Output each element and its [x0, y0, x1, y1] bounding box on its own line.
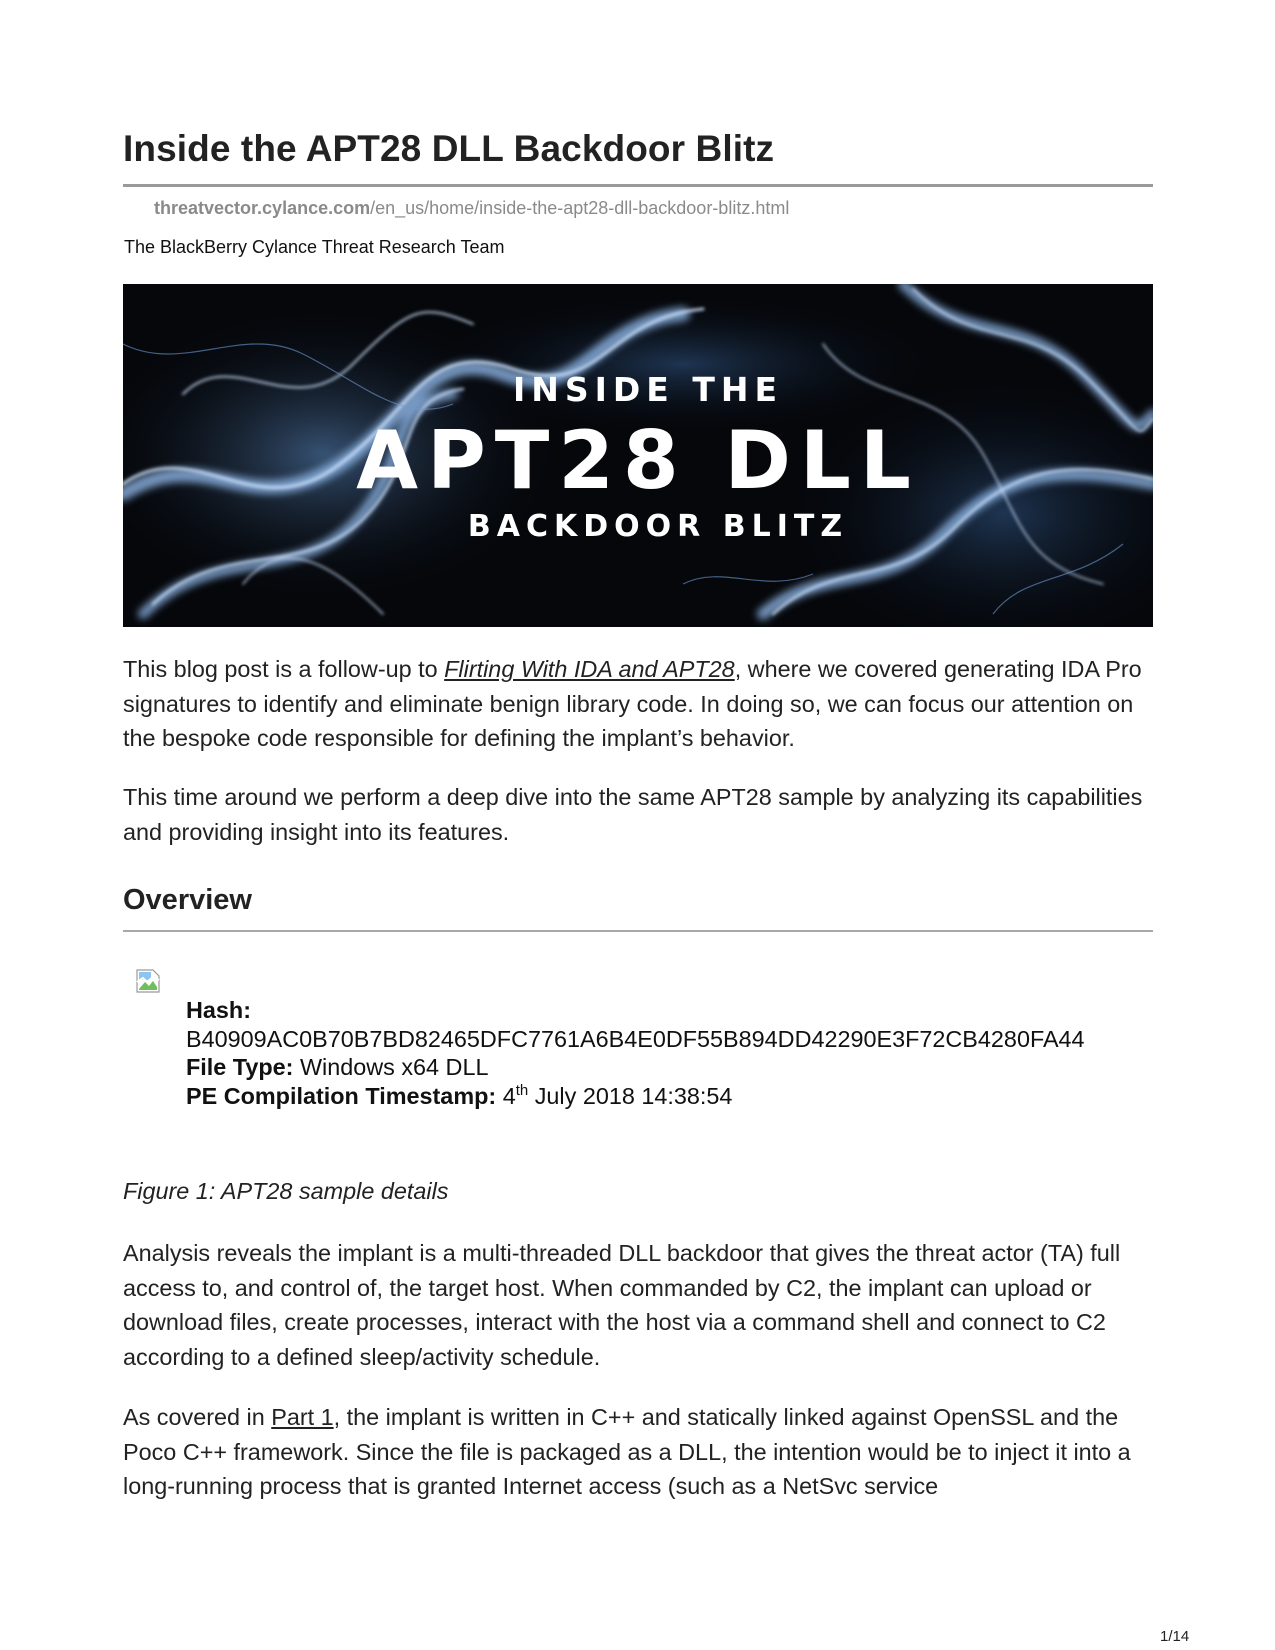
banner-text — [123, 284, 1153, 627]
timestamp-rest: July 2018 14:38:54 — [528, 1082, 733, 1109]
timestamp-day: 4 — [496, 1082, 516, 1109]
intro-paragraph-2: This time around we perform a deep dive into the same APT28 sample by analyzing its capabilities and providing insight into its features. — [123, 784, 1143, 845]
broken-image-icon — [135, 968, 161, 994]
filetype-row — [186, 1053, 1085, 1082]
timestamp-label: PE Compilation Timestamp: — [186, 1082, 497, 1109]
part-1-link[interactable]: Part 1 — [271, 1404, 334, 1430]
timestamp-row — [186, 1082, 1085, 1111]
figure-caption: Figure 1: APT28 sample details — [123, 1178, 449, 1204]
impl-text-after-link: , the implant is written in C++ and statically linked against OpenSSL and the Poco C++ framework. Since the file is packaged as a DLL, the intention would be to inject it into a long-running process that is granted Internet access (such as a NetSvc service — [123, 1404, 1131, 1499]
hero-banner-image — [123, 284, 1153, 627]
impl-text-before-link: As covered in — [123, 1404, 272, 1430]
overview-heading: Overview — [123, 884, 252, 916]
banner-line-1: INSIDE THE — [512, 370, 784, 409]
url-host: threatvector.cylance.com — [154, 198, 371, 218]
page-number: 1/14 — [1160, 1628, 1190, 1645]
source-url[interactable] — [154, 198, 789, 219]
banner-line-2: APT28 DLL — [356, 414, 920, 507]
filetype-label: File Type: — [186, 1054, 294, 1080]
implementation-paragraph — [123, 1400, 1153, 1504]
banner-line-3: BACKDOOR BLITZ — [467, 509, 849, 544]
hash-label: Hash: — [186, 997, 251, 1023]
sample-details — [186, 996, 1085, 1110]
hash-row — [186, 996, 1085, 1025]
overview-divider — [123, 930, 1153, 932]
url-path: /en_us/home/inside-the-apt28-dll-backdoor-blitz.html — [370, 198, 790, 218]
filetype-value: Windows x64 DLL — [293, 1054, 489, 1080]
title-divider — [123, 184, 1153, 187]
flirting-with-ida-link[interactable]: Flirting With IDA and APT28 — [444, 656, 735, 682]
intro-paragraph-1 — [123, 652, 1153, 756]
article-title: Inside the APT28 DLL Backdoor Blitz — [123, 128, 775, 169]
intro-text-before-link: This blog post is a follow-up to — [123, 656, 445, 682]
analysis-paragraph: Analysis reveals the implant is a multi-threaded DLL backdoor that gives the threat actor (TA) full access to, and control of, the target host. When commanded by C2, the implant can upload or download files, create processes, interact with the host via a command shell and connect to C2 according to a defined sleep/activity schedule. — [123, 1240, 1121, 1370]
author-byline: The BlackBerry Cylance Threat Research Team — [124, 237, 505, 257]
intro-text-after-link: , where we covered generating IDA Pro signatures to identify and eliminate benign library code. In doing so, we can focus our attention on the bespoke code responsible for defining the implant’s behavior. — [123, 656, 1142, 751]
timestamp-ordinal-suffix: th — [515, 1081, 529, 1099]
hash-value: B40909AC0B70B7BD82465DFC7761A6B4E0DF55B894DD42290E3F72CB4280FA44 — [186, 1025, 1085, 1052]
